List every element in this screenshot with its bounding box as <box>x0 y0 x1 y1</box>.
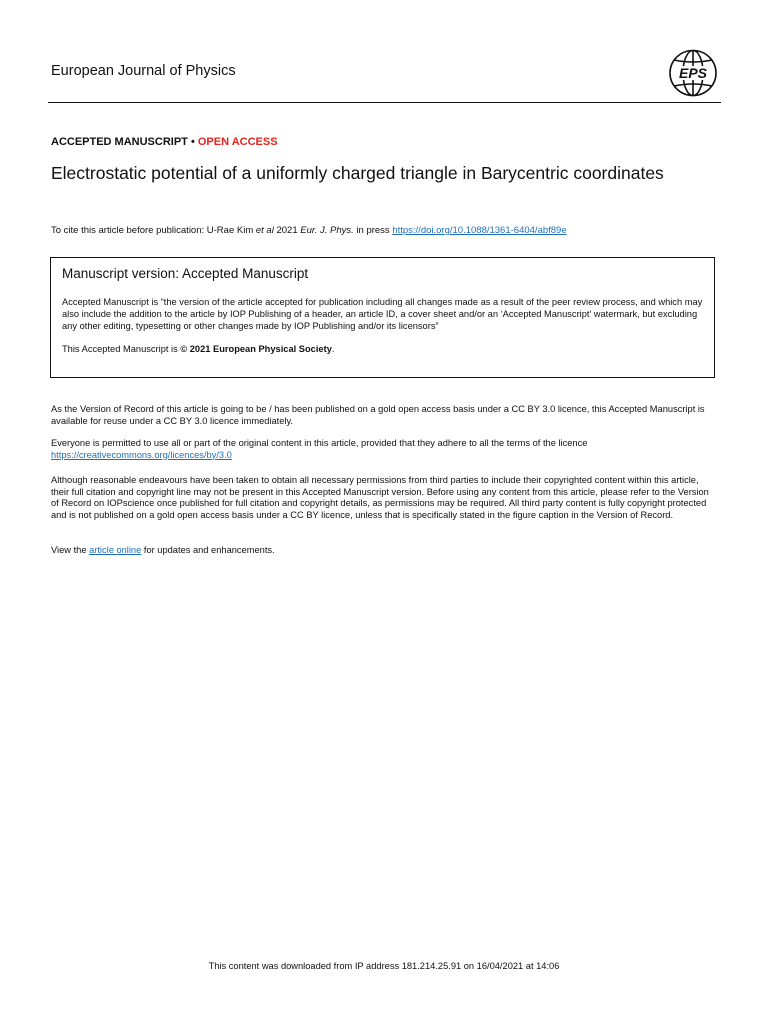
doi-link[interactable]: https://doi.org/10.1088/1361-6404/abf89e <box>392 225 567 236</box>
open-access-label: OPEN ACCESS <box>197 136 278 148</box>
licence-paragraph: As the Version of Record of this article is going to be / has been published on a gold open access basis under a CC BY 3.0 licence, this Accepted Manuscript is available for reuse under a CC BY 3.0 licence immediately. <box>51 404 705 426</box>
copyright-suffix: . <box>331 344 335 354</box>
copyright-holder: © 2021 European Physical Society <box>180 344 332 354</box>
eps-logo-text: EPS <box>678 65 708 81</box>
citation-line <box>51 225 567 236</box>
accepted-manuscript-label: ACCEPTED MANUSCRIPT <box>51 136 188 148</box>
citation-year: 2021 <box>273 225 301 236</box>
permission-paragraph <box>51 438 719 461</box>
header-divider <box>48 102 721 103</box>
third-party-paragraph: Although reasonable endeavours have been taken to obtain all necessary permissions from third parties to include their copyrighted content within this article, their full citation and copyright line may not be present in this Accepted Manuscript version. Before using any content from this article, please refer to the Version of Record on IOPscience once published for full citation and copyright details, as permissions may be required. All third party content is fully copyright protected and is not published on a gold open access basis under a CC BY licence, unless that is specifically stated in the figure caption in the Version of Record. <box>51 475 709 520</box>
view-online-prefix: View the <box>51 545 90 555</box>
status-separator: • <box>187 136 198 148</box>
download-footer: This content was downloaded from IP address 181.214.25.91 on 16/04/2021 at 14:06 <box>208 961 560 971</box>
manuscript-status <box>51 136 278 148</box>
view-online-suffix: for updates and enhancements. <box>141 545 275 555</box>
manuscript-version-description: Accepted Manuscript is “the version of the article accepted for publication including all changes made as a result of the peer review process, and which may also include the addition to the article by IOP Publishing of a header, an article ID, a cover sheet and/or an ‘Accepted Manuscript’ watermark, but excluding any other editing, typesetting or other changes made by IOP Publishing and/or its licensors” <box>62 297 703 331</box>
copyright-line <box>62 344 334 354</box>
manuscript-version-box <box>50 257 715 378</box>
article-online-link[interactable]: article online <box>89 545 142 555</box>
citation-journal: Eur. J. Phys. <box>300 225 354 236</box>
eps-logo <box>668 49 718 97</box>
manuscript-version-title: Manuscript version: Accepted Manuscript <box>62 266 309 281</box>
citation-prefix: To cite this article before publication: U-Rae Kim <box>51 225 256 236</box>
licence-link[interactable]: https://creativecommons.org/licences/by/3.0 <box>51 449 232 460</box>
citation-etal: et al <box>255 225 274 236</box>
view-online-paragraph <box>51 545 719 557</box>
citation-in-press: in press <box>353 225 393 236</box>
permission-text: Everyone is permitted to use all or part of the original content in this article, provided that they adhere to all the terms of the licence <box>51 438 588 448</box>
article-title: Electrostatic potential of a uniformly charged triangle in Barycentric coordinates <box>51 163 664 183</box>
copyright-prefix: This Accepted Manuscript is <box>62 344 181 354</box>
journal-title: European Journal of Physics <box>51 63 236 79</box>
